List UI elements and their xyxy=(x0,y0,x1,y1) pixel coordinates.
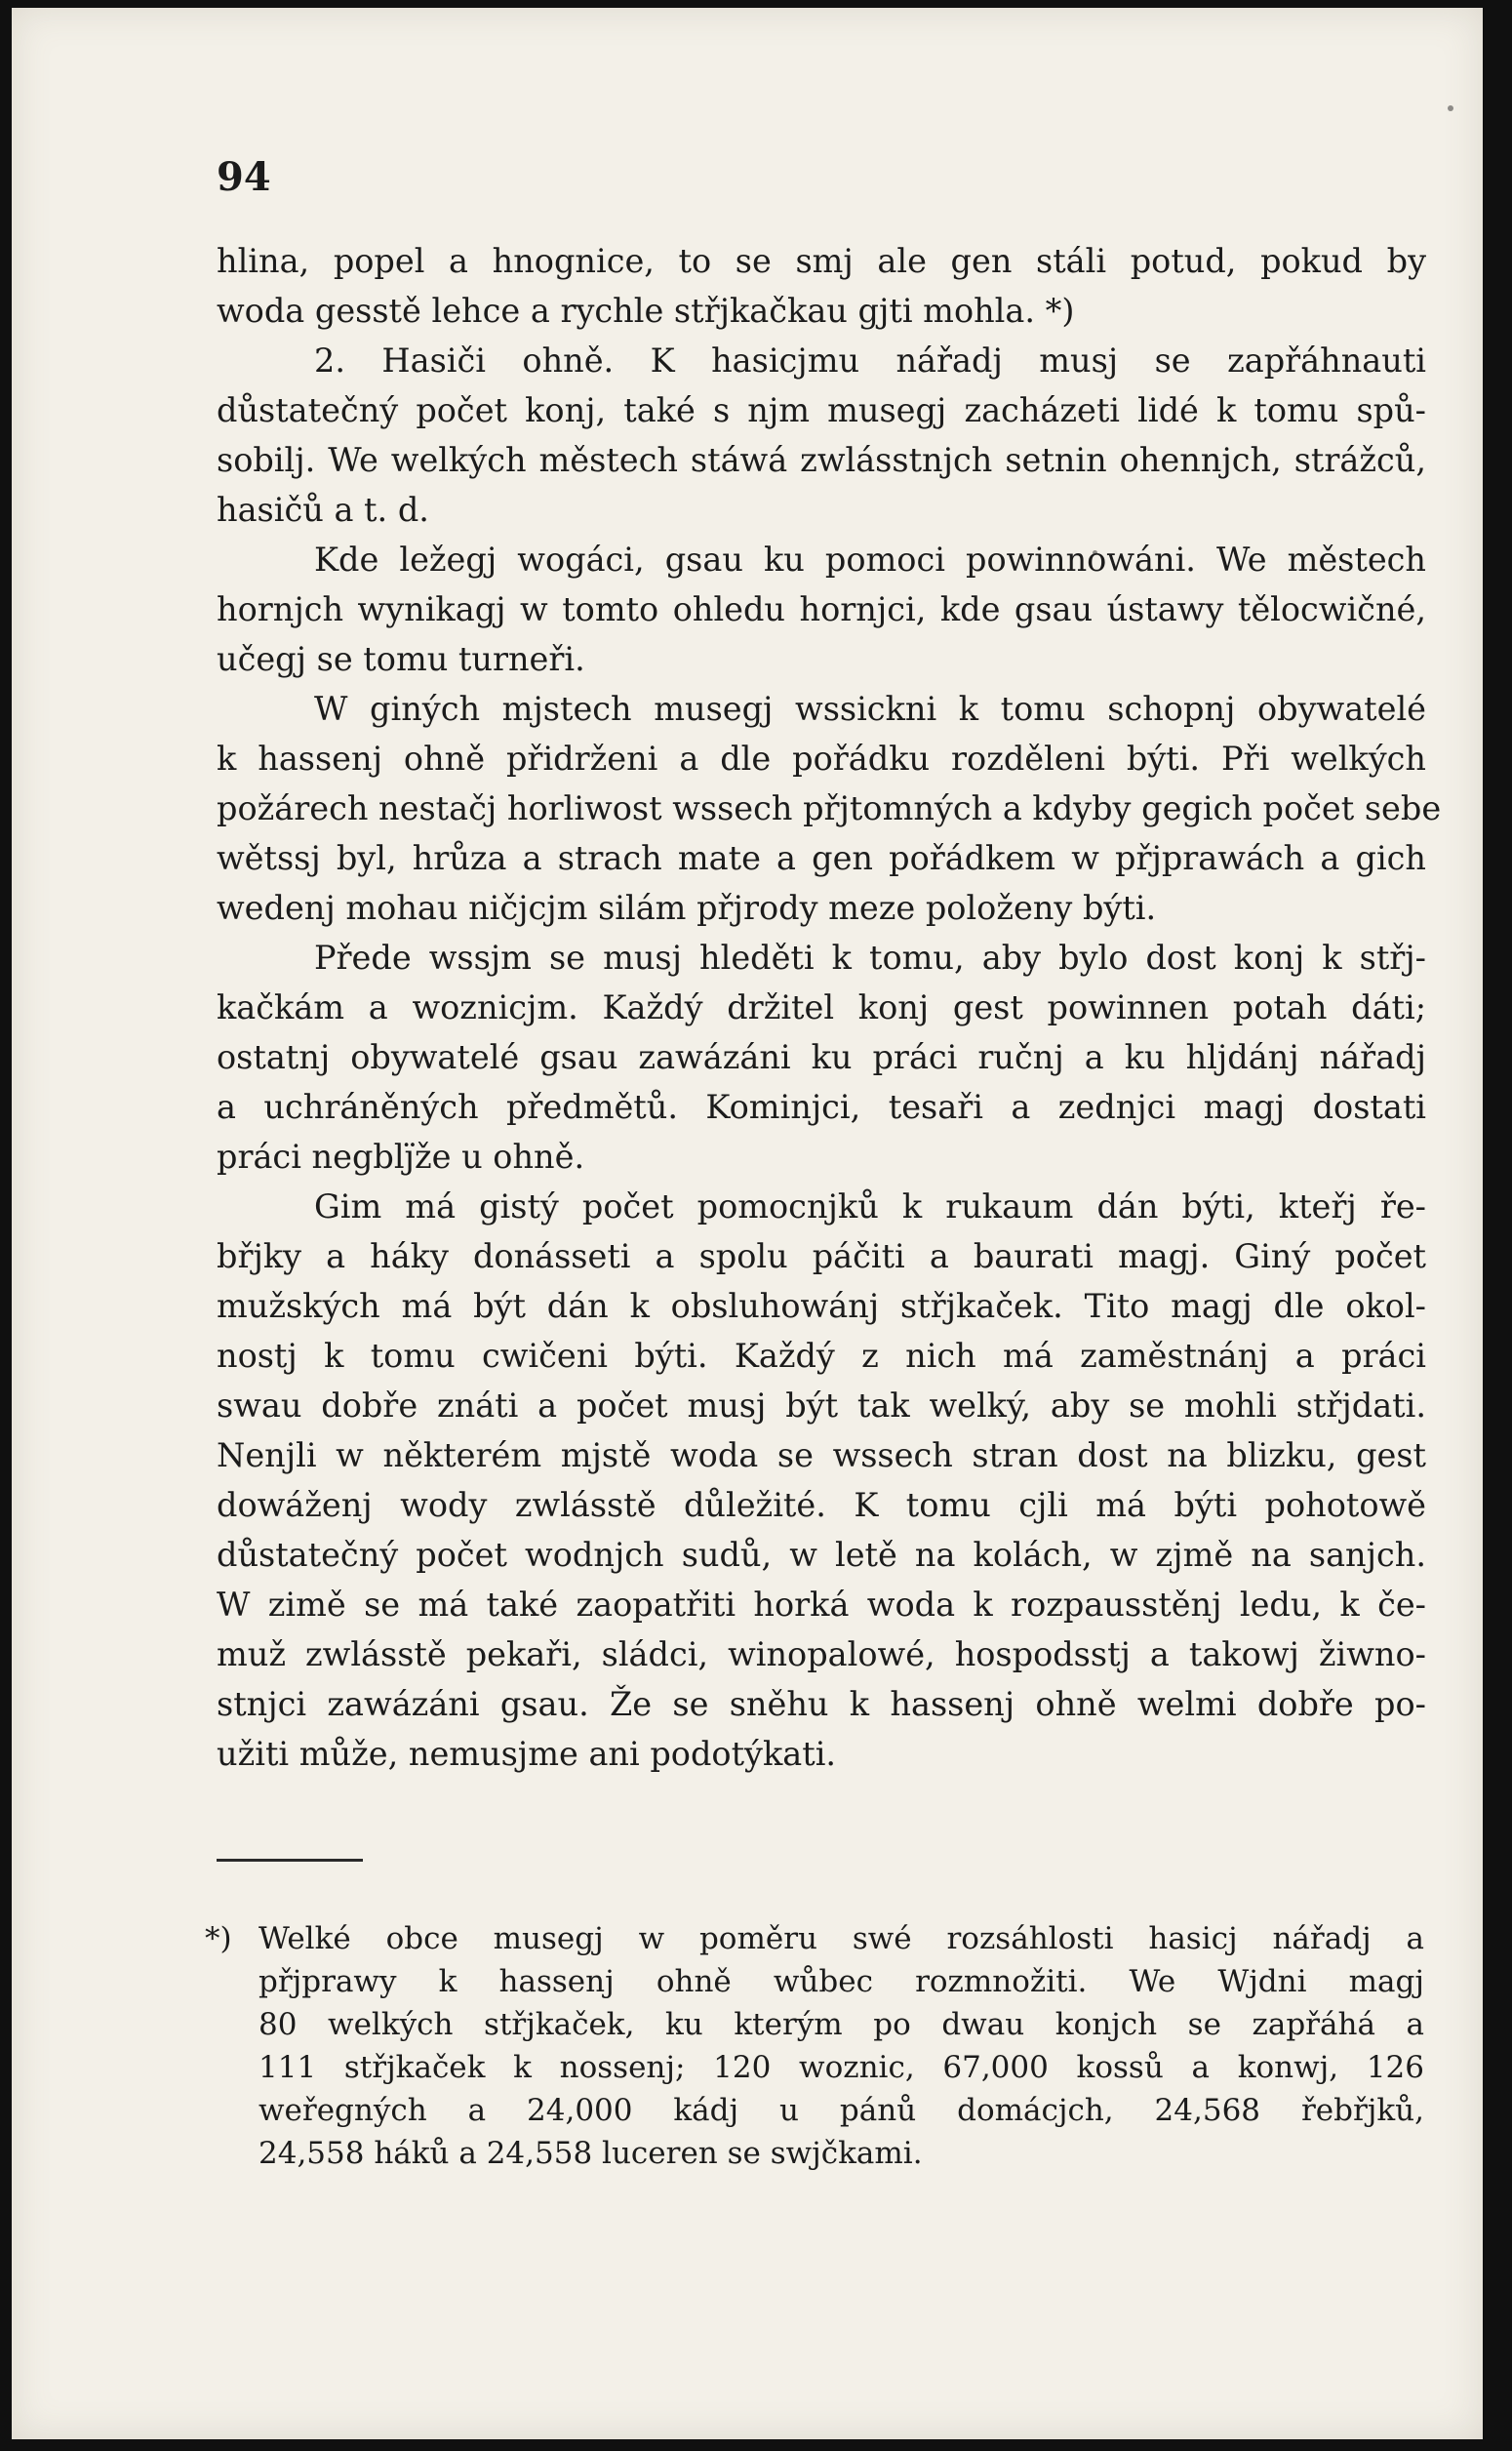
footnote xyxy=(205,1917,1424,2175)
footnote-line: 24,558 háků a 24,558 luceren se swjčkami. xyxy=(259,2136,923,2171)
text-line: práci negblj̈že u ohně. xyxy=(217,1138,585,1176)
footnote-line: Welké obce musegj w poměru swé rozsáhlosti hasicj nářadj a xyxy=(259,1921,1424,1956)
footnote-line: 111 střjkaček k nossenj; 120 woznic, 67,000 kossů a konwj, 126 xyxy=(259,2050,1424,2085)
text-line: a uchráněných předmětů. Kominjci, tesaři a zednjci magj dostati xyxy=(217,1088,1426,1126)
text-line: stnjci zawázáni gsau. Že se sněhu k hassenj ohně welmi dobře po- xyxy=(217,1685,1426,1723)
text-line: Přede wssjm se musj hleděti k tomu, aby bylo dost konj k střj- xyxy=(314,939,1426,977)
text-line: woda gesstě lehce a rychle střjkačkau gjti mohla. *) xyxy=(217,292,1075,330)
text-line: hasičů a t. d. xyxy=(217,491,429,529)
text-line: sobilj. We welkých městech stáwá zwlásstnjch setnin ohennjch, strážců, xyxy=(217,441,1426,479)
text-line: W giných mjstech musegj wssickni k tomu schopnj obywatelé xyxy=(314,690,1426,728)
text-line: Kde ležegj wogáci, gsau ku pomoci powinnowáni. We městech xyxy=(314,541,1426,579)
text-line: mužských má být dán k obsluhowánj střjkaček. Tito magj dle okol- xyxy=(217,1287,1426,1325)
footnote-divider xyxy=(217,1859,363,1862)
page-number: 94 xyxy=(217,154,271,200)
main-text xyxy=(217,236,1442,1779)
section-heading-line: 2. Hasiči ohně. K hasicjmu nářadj musj se zapřáhnauti xyxy=(314,342,1426,380)
text-line: muž zwlásstě pekaři, sládci, winopalowé, hospodsstj a takowj žiwno- xyxy=(217,1635,1426,1673)
text-line: W zimě se má také zaopatřiti horká woda k rozpausstěnj ledu, k če- xyxy=(217,1586,1426,1624)
footnote-line: přjprawy k hassenj ohně wůbec rozmnožiti. We Wjdni magj xyxy=(259,1964,1424,1999)
paper-speck xyxy=(1448,105,1453,111)
text-line: učegj se tomu turneři. xyxy=(217,640,585,678)
text-line: Gim má gistý počet pomocnjků k rukaum dán býti, kteřj ře- xyxy=(314,1187,1426,1226)
text-line: dowáženj wody zwlásstě důležité. K tomu cjli má býti pohotowě xyxy=(217,1486,1426,1524)
text-line: břjky a háky donásseti a spolu páčiti a baurati magj. Giný počet xyxy=(217,1237,1426,1275)
text-line: užiti může, nemusjme ani podotýkati. xyxy=(217,1735,837,1773)
footnote-line: weřegných a 24,000 kádj u pánů domácjch, 24,568 řebřjků, xyxy=(259,2093,1424,2128)
footnote-line: 80 welkých střjkaček, ku kterým po dwau konjch se zapřáhá a xyxy=(259,2007,1424,2042)
footnote-marker: *) xyxy=(205,1921,232,1956)
text-line: k hassenj ohně přidrženi a dle pořádku rozděleni býti. Při welkých xyxy=(217,740,1426,778)
text-line: hlina, popel a hnognice, to se smj ale gen stáli potud, pokud by xyxy=(217,242,1426,280)
text-line: důstatečný počet wodnjch sudů, w letě na kolách, w zjmě na sanjch. xyxy=(217,1536,1426,1574)
text-line: swau dobře znáti a počet musj být tak welký, aby se mohli střjdati. xyxy=(217,1386,1426,1425)
text-line: hornjch wynikagj w tomto ohledu hornjci, kde gsau ústawy tělocwičné, xyxy=(217,590,1426,628)
text-line: požárech nestačj horliwost wssech přjtomných a kdyby gegich počet sebe xyxy=(217,789,1442,827)
text-line: kačkám a woznicjm. Každý držitel konj gest powinnen potah dáti; xyxy=(217,988,1426,1026)
text-line: wětssj byl, hrůza a strach mate a gen pořádkem w přjprawách a gich xyxy=(217,839,1426,877)
text-line: Nenjli w některém mjstě woda se wssech stran dost na blizku, gest xyxy=(217,1436,1426,1474)
text-line: nostj k tomu cwičeni býti. Každý z nich má zaměstnánj a práci xyxy=(217,1337,1426,1375)
text-line: wedenj mohau ničjcjm silám přjrody meze položeny býti. xyxy=(217,889,1157,927)
text-line: důstatečný počet konj, také s njm musegj zacházeti lidé k tomu spů- xyxy=(217,391,1426,429)
text-line: ostatnj obywatelé gsau zawázáni ku práci ručnj a ku hljdánj nářadj xyxy=(217,1038,1426,1076)
